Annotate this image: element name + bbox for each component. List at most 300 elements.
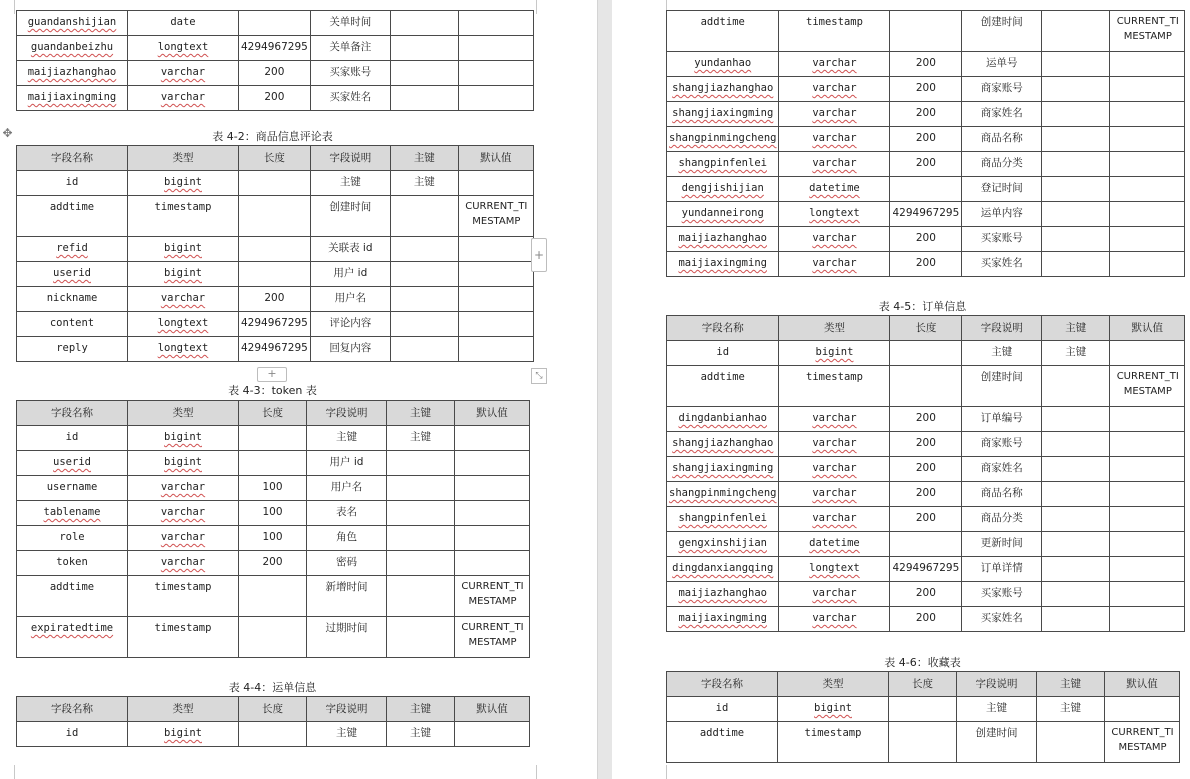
cell-field-name[interactable] <box>17 61 128 86</box>
header-field-name[interactable]: 字段名称 <box>17 401 128 426</box>
cell-primary-key[interactable] <box>387 722 455 747</box>
cell-default-value[interactable] <box>458 262 533 287</box>
cell-type[interactable] <box>779 52 890 77</box>
add-column-icon[interactable]: + <box>531 238 547 272</box>
cell-length[interactable] <box>890 407 962 432</box>
cell-field-name[interactable] <box>667 102 779 127</box>
cell-primary-key[interactable] <box>1042 52 1110 77</box>
header-length[interactable]: 长度 <box>239 401 307 426</box>
cell-primary-key[interactable] <box>390 61 458 86</box>
cell-default-value[interactable] <box>458 337 533 362</box>
cell-field-name[interactable] <box>17 237 128 262</box>
cell-field-name[interactable] <box>667 252 779 277</box>
cell-field-name[interactable] <box>667 432 779 457</box>
cell-type[interactable] <box>128 337 239 362</box>
cell-default-value[interactable] <box>458 86 533 111</box>
cell-primary-key[interactable] <box>1042 77 1110 102</box>
cell-type[interactable] <box>128 237 239 262</box>
cell-primary-key[interactable] <box>1042 152 1110 177</box>
cell-field-name[interactable] <box>17 476 128 501</box>
table-header-row <box>17 401 530 426</box>
cell-description[interactable] <box>310 312 390 337</box>
cell-description[interactable] <box>962 177 1042 202</box>
cell-default-value[interactable] <box>455 501 530 526</box>
cell-description[interactable] <box>307 617 387 658</box>
cell-type[interactable] <box>128 551 239 576</box>
cell-type[interactable] <box>128 476 239 501</box>
cell-description[interactable] <box>962 52 1042 77</box>
cell-primary-key[interactable] <box>1042 341 1110 366</box>
cell-default-value[interactable] <box>455 451 530 476</box>
cell-description[interactable] <box>307 722 387 747</box>
cell-default-value[interactable] <box>1110 582 1185 607</box>
header-default-value[interactable]: 默认值 <box>1110 316 1185 341</box>
cell-description[interactable] <box>307 451 387 476</box>
cell-length[interactable] <box>890 102 962 127</box>
cell-type[interactable] <box>128 312 239 337</box>
cell-default-value[interactable] <box>458 36 533 61</box>
cell-primary-key[interactable] <box>387 526 455 551</box>
cell-type[interactable] <box>128 171 239 196</box>
cell-length[interactable] <box>239 36 311 61</box>
cell-description[interactable] <box>957 722 1037 763</box>
cell-primary-key[interactable] <box>1037 722 1105 763</box>
cell-length[interactable] <box>239 237 311 262</box>
cell-primary-key[interactable] <box>1042 202 1110 227</box>
cell-description[interactable] <box>962 432 1042 457</box>
cell-description[interactable] <box>307 426 387 451</box>
cell-type[interactable] <box>779 532 890 557</box>
cell-default-value[interactable] <box>1110 482 1185 507</box>
cell-length[interactable] <box>239 426 307 451</box>
cell-default-value[interactable] <box>455 426 530 451</box>
cell-default-value[interactable] <box>458 196 533 237</box>
cell-field-name[interactable] <box>17 312 128 337</box>
add-row-icon[interactable]: + <box>257 367 287 382</box>
table-row <box>667 52 1185 77</box>
cell-field-name[interactable] <box>17 576 128 617</box>
header-field-name[interactable]: 字段名称 <box>667 316 779 341</box>
cell-field-name[interactable] <box>667 607 779 632</box>
cell-description[interactable] <box>962 227 1042 252</box>
header-description[interactable]: 字段说明 <box>962 316 1042 341</box>
cell-type[interactable] <box>779 127 890 152</box>
cell-type[interactable] <box>128 196 239 237</box>
cell-type[interactable] <box>128 426 239 451</box>
cell-description[interactable] <box>962 457 1042 482</box>
cell-description[interactable] <box>310 237 390 262</box>
cell-default-value[interactable] <box>1105 697 1180 722</box>
cell-default-value[interactable] <box>1110 341 1185 366</box>
cell-type[interactable] <box>779 507 890 532</box>
cell-type[interactable] <box>779 607 890 632</box>
cell-type[interactable] <box>128 451 239 476</box>
cell-type[interactable] <box>779 432 890 457</box>
cell-description[interactable] <box>307 501 387 526</box>
cell-type[interactable] <box>779 341 890 366</box>
cell-field-name[interactable] <box>667 697 778 722</box>
header-primary-key[interactable]: 主键 <box>390 146 458 171</box>
cell-length[interactable] <box>239 722 307 747</box>
cell-text: refid <box>56 242 88 254</box>
cell-length[interactable] <box>890 366 962 407</box>
cell-default-value[interactable] <box>1110 252 1185 277</box>
cell-description[interactable] <box>310 196 390 237</box>
cell-length[interactable] <box>890 582 962 607</box>
cell-description[interactable] <box>962 407 1042 432</box>
cell-length[interactable] <box>889 697 957 722</box>
cell-type[interactable] <box>128 617 239 658</box>
cell-description[interactable] <box>310 61 390 86</box>
header-primary-key[interactable]: 主键 <box>387 697 455 722</box>
cell-length[interactable] <box>239 196 311 237</box>
cell-field-name[interactable] <box>17 171 128 196</box>
cell-field-name[interactable] <box>17 337 128 362</box>
header-description[interactable]: 字段说明 <box>307 697 387 722</box>
cell-primary-key[interactable] <box>1042 507 1110 532</box>
cell-field-name[interactable] <box>667 52 779 77</box>
cell-default-value[interactable] <box>1110 152 1185 177</box>
cell-description[interactable] <box>962 252 1042 277</box>
cell-type[interactable] <box>778 722 889 763</box>
cell-type[interactable] <box>779 227 890 252</box>
cell-primary-key[interactable] <box>1042 432 1110 457</box>
cell-primary-key[interactable] <box>1042 557 1110 582</box>
cell-default-value[interactable] <box>458 11 533 36</box>
cell-type[interactable] <box>779 102 890 127</box>
table-move-handle-icon[interactable]: ✥ <box>2 126 13 140</box>
cell-primary-key[interactable] <box>1037 697 1105 722</box>
cell-description[interactable] <box>310 11 390 36</box>
cell-length[interactable] <box>890 341 962 366</box>
cell-description[interactable] <box>307 476 387 501</box>
cell-field-name[interactable] <box>17 501 128 526</box>
cell-field-name[interactable] <box>17 426 128 451</box>
cell-length[interactable] <box>239 576 307 617</box>
header-field-name[interactable]: 字段名称 <box>17 697 128 722</box>
header-type[interactable]: 类型 <box>779 316 890 341</box>
header-length[interactable]: 长度 <box>890 316 962 341</box>
cell-field-name[interactable] <box>667 127 779 152</box>
cell-description[interactable] <box>307 551 387 576</box>
cell-length[interactable] <box>890 607 962 632</box>
cell-description[interactable] <box>962 532 1042 557</box>
header-default-value[interactable]: 默认值 <box>455 697 530 722</box>
cell-default-value[interactable] <box>1110 557 1185 582</box>
cell-default-value[interactable] <box>455 526 530 551</box>
cell-text: id <box>65 431 79 443</box>
table-resize-icon[interactable]: ⤡ <box>531 368 547 384</box>
header-primary-key[interactable]: 主键 <box>1037 672 1105 697</box>
cell-type[interactable] <box>779 177 890 202</box>
header-default-value[interactable]: 默认值 <box>458 146 533 171</box>
cell-primary-key[interactable] <box>1042 252 1110 277</box>
cell-primary-key[interactable] <box>390 262 458 287</box>
header-primary-key[interactable]: 主键 <box>387 401 455 426</box>
cell-description[interactable] <box>962 341 1042 366</box>
cell-type[interactable] <box>778 697 889 722</box>
cell-length[interactable] <box>890 127 962 152</box>
header-length[interactable]: 长度 <box>889 672 957 697</box>
cell-primary-key[interactable] <box>1042 457 1110 482</box>
cell-field-name[interactable] <box>667 202 779 227</box>
cell-length[interactable] <box>239 262 311 287</box>
cell-field-name[interactable] <box>667 227 779 252</box>
cell-primary-key[interactable] <box>390 11 458 36</box>
cell-length[interactable] <box>239 86 311 111</box>
cell-default-value[interactable] <box>458 171 533 196</box>
cell-type[interactable] <box>128 61 239 86</box>
cell-default-value[interactable] <box>1110 507 1185 532</box>
cell-description[interactable] <box>962 607 1042 632</box>
cell-length[interactable] <box>239 476 307 501</box>
header-description[interactable]: 字段说明 <box>957 672 1037 697</box>
cell-primary-key[interactable] <box>390 237 458 262</box>
header-description[interactable]: 字段说明 <box>307 401 387 426</box>
cell-length[interactable] <box>890 432 962 457</box>
cell-default-value[interactable] <box>458 287 533 312</box>
cell-field-name[interactable] <box>17 526 128 551</box>
cell-field-name[interactable] <box>17 551 128 576</box>
cell-primary-key[interactable] <box>1042 407 1110 432</box>
cell-description[interactable] <box>962 77 1042 102</box>
cell-default-value[interactable] <box>1110 457 1185 482</box>
cell-length[interactable] <box>890 152 962 177</box>
cell-description[interactable] <box>962 582 1042 607</box>
cell-default-value[interactable] <box>1105 722 1180 763</box>
cell-primary-key[interactable] <box>387 426 455 451</box>
cell-length[interactable] <box>890 457 962 482</box>
cell-length[interactable] <box>890 557 962 582</box>
cell-primary-key[interactable] <box>1042 177 1110 202</box>
cell-field-name[interactable] <box>667 722 778 763</box>
header-default-value[interactable]: 默认值 <box>455 401 530 426</box>
header-default-value[interactable]: 默认值 <box>1105 672 1180 697</box>
cell-type[interactable] <box>128 86 239 111</box>
cell-primary-key[interactable] <box>390 171 458 196</box>
cell-length[interactable] <box>239 287 311 312</box>
cell-primary-key[interactable] <box>390 86 458 111</box>
header-primary-key[interactable]: 主键 <box>1042 316 1110 341</box>
cell-description[interactable] <box>962 102 1042 127</box>
cell-type[interactable] <box>779 482 890 507</box>
cell-field-name[interactable] <box>17 722 128 747</box>
cell-default-value[interactable] <box>455 722 530 747</box>
cell-primary-key[interactable] <box>1042 102 1110 127</box>
cell-length[interactable] <box>239 171 311 196</box>
cell-length[interactable] <box>239 617 307 658</box>
cell-length[interactable] <box>889 722 957 763</box>
cell-description[interactable] <box>962 11 1042 52</box>
cell-default-value[interactable] <box>1110 202 1185 227</box>
cell-text: dengjishijian <box>681 182 764 194</box>
cell-field-name[interactable] <box>667 532 779 557</box>
cell-type[interactable] <box>128 722 239 747</box>
cell-length[interactable] <box>239 312 311 337</box>
cell-primary-key[interactable] <box>1042 366 1110 407</box>
cell-primary-key[interactable] <box>387 476 455 501</box>
cell-type[interactable] <box>128 11 239 36</box>
cell-field-name[interactable] <box>667 152 779 177</box>
cell-length[interactable] <box>890 77 962 102</box>
header-type[interactable]: 类型 <box>778 672 889 697</box>
cell-default-value[interactable] <box>458 237 533 262</box>
cell-description[interactable] <box>310 171 390 196</box>
cell-default-value[interactable] <box>1110 407 1185 432</box>
cell-primary-key[interactable] <box>1042 532 1110 557</box>
cell-length[interactable] <box>239 551 307 576</box>
cell-length[interactable] <box>239 61 311 86</box>
cell-field-name[interactable] <box>667 457 779 482</box>
cell-default-value[interactable] <box>455 617 530 658</box>
cell-field-name[interactable] <box>17 287 128 312</box>
header-type[interactable]: 类型 <box>128 146 239 171</box>
cell-length[interactable] <box>239 11 311 36</box>
cell-field-name[interactable] <box>17 451 128 476</box>
cell-description[interactable] <box>307 526 387 551</box>
cell-type[interactable] <box>779 557 890 582</box>
cell-type[interactable] <box>779 457 890 482</box>
header-description[interactable]: 字段说明 <box>310 146 390 171</box>
header-type[interactable]: 类型 <box>128 401 239 426</box>
cell-primary-key[interactable] <box>1042 227 1110 252</box>
cell-primary-key[interactable] <box>1042 582 1110 607</box>
cell-description[interactable] <box>957 697 1037 722</box>
cell-field-name[interactable] <box>17 36 128 61</box>
cell-description[interactable] <box>962 152 1042 177</box>
cell-field-name[interactable] <box>667 341 779 366</box>
cell-primary-key[interactable] <box>390 337 458 362</box>
cell-text: addtime <box>700 371 745 383</box>
cell-text: 订单编号 <box>980 412 1023 424</box>
cell-field-name[interactable] <box>17 11 128 36</box>
cell-description[interactable] <box>962 366 1042 407</box>
cell-length[interactable] <box>239 526 307 551</box>
cell-default-value[interactable] <box>1110 177 1185 202</box>
cell-field-name[interactable] <box>667 177 779 202</box>
cell-default-value[interactable] <box>1110 607 1185 632</box>
cell-primary-key[interactable] <box>1042 11 1110 52</box>
cell-description[interactable] <box>962 482 1042 507</box>
cell-default-value[interactable] <box>1110 102 1185 127</box>
cell-description[interactable] <box>310 36 390 61</box>
header-field-name[interactable]: 字段名称 <box>17 146 128 171</box>
cell-length[interactable] <box>890 532 962 557</box>
cell-primary-key[interactable] <box>1042 607 1110 632</box>
cell-description[interactable] <box>307 576 387 617</box>
cell-type[interactable] <box>779 407 890 432</box>
cell-length[interactable] <box>890 227 962 252</box>
cell-primary-key[interactable] <box>387 617 455 658</box>
cell-field-name[interactable] <box>667 482 779 507</box>
cell-type[interactable] <box>779 366 890 407</box>
cell-default-value[interactable] <box>1110 11 1185 52</box>
cell-primary-key[interactable] <box>390 287 458 312</box>
cell-type[interactable] <box>128 526 239 551</box>
cell-type[interactable] <box>128 262 239 287</box>
cell-default-value[interactable] <box>1110 52 1185 77</box>
cell-length[interactable] <box>890 52 962 77</box>
header-type[interactable]: 类型 <box>128 697 239 722</box>
cell-length[interactable] <box>239 337 311 362</box>
cell-field-name[interactable] <box>17 262 128 287</box>
cell-description[interactable] <box>310 337 390 362</box>
cell-description[interactable] <box>962 202 1042 227</box>
cell-default-value[interactable] <box>1110 366 1185 407</box>
cell-type[interactable] <box>779 202 890 227</box>
cell-description[interactable] <box>962 557 1042 582</box>
cell-primary-key[interactable] <box>390 196 458 237</box>
cell-primary-key[interactable] <box>387 551 455 576</box>
cell-text: 主键 <box>410 431 431 443</box>
header-length[interactable]: 长度 <box>239 697 307 722</box>
cell-default-value[interactable] <box>1110 432 1185 457</box>
cell-default-value[interactable] <box>455 476 530 501</box>
cell-field-name[interactable] <box>667 557 779 582</box>
cell-type[interactable] <box>128 501 239 526</box>
cell-length[interactable] <box>890 252 962 277</box>
cell-primary-key[interactable] <box>1042 482 1110 507</box>
cell-type[interactable] <box>779 582 890 607</box>
cell-default-value[interactable] <box>1110 227 1185 252</box>
header-length[interactable]: 长度 <box>239 146 311 171</box>
cell-length[interactable] <box>890 482 962 507</box>
cell-type[interactable] <box>779 11 890 52</box>
header-field-name[interactable]: 字段名称 <box>667 672 778 697</box>
cell-length[interactable] <box>890 202 962 227</box>
cell-length[interactable] <box>239 501 307 526</box>
cell-field-name[interactable] <box>17 196 128 237</box>
cell-description[interactable] <box>310 262 390 287</box>
cell-default-value[interactable] <box>455 551 530 576</box>
cell-primary-key[interactable] <box>387 451 455 476</box>
cell-primary-key[interactable] <box>387 576 455 617</box>
cell-field-name[interactable] <box>667 366 779 407</box>
cell-length[interactable] <box>890 507 962 532</box>
cell-type[interactable] <box>128 36 239 61</box>
cell-description[interactable] <box>962 507 1042 532</box>
cell-description[interactable] <box>962 127 1042 152</box>
cell-default-value[interactable] <box>1110 532 1185 557</box>
cell-description[interactable] <box>310 86 390 111</box>
cell-field-name[interactable] <box>17 617 128 658</box>
cell-primary-key[interactable] <box>1042 127 1110 152</box>
cell-field-name[interactable] <box>667 507 779 532</box>
cell-type[interactable] <box>779 77 890 102</box>
cell-field-name[interactable] <box>667 582 779 607</box>
cell-type[interactable] <box>779 252 890 277</box>
cell-field-name[interactable] <box>17 86 128 111</box>
cell-default-value[interactable] <box>458 312 533 337</box>
cell-primary-key[interactable] <box>390 36 458 61</box>
cell-default-value[interactable] <box>455 576 530 617</box>
cell-default-value[interactable] <box>1110 77 1185 102</box>
cell-description[interactable] <box>310 287 390 312</box>
cell-field-name[interactable] <box>667 407 779 432</box>
cell-primary-key[interactable] <box>387 501 455 526</box>
cell-field-name[interactable] <box>667 11 779 52</box>
cell-type[interactable] <box>128 576 239 617</box>
cell-default-value[interactable] <box>1110 127 1185 152</box>
cell-default-value[interactable] <box>458 61 533 86</box>
cell-type[interactable] <box>128 287 239 312</box>
cell-type[interactable] <box>779 152 890 177</box>
cell-field-name[interactable] <box>667 77 779 102</box>
cell-length[interactable] <box>239 451 307 476</box>
cell-length[interactable] <box>890 11 962 52</box>
cell-primary-key[interactable] <box>390 312 458 337</box>
cell-length[interactable] <box>890 177 962 202</box>
